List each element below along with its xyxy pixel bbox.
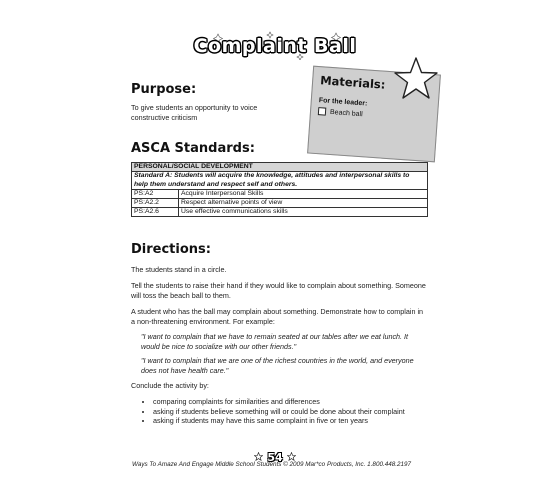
purpose-heading: Purpose: — [131, 82, 197, 97]
conclusion-list-wrap — [131, 397, 427, 426]
example-quote-2: "I want to complain that we are one of the richest countries in the world, and everyone does not have health care." — [141, 356, 414, 375]
materials-item — [318, 107, 363, 118]
list-item: • asking if students may have this same complaint in five or ten years — [153, 416, 427, 426]
conclusion-list — [131, 397, 427, 426]
table-header-cell: PERSONAL/SOCIAL DEVELOPMENT — [132, 163, 428, 172]
table-row — [132, 199, 428, 208]
directions-p2: Tell the students to raise their hand if they would like to complain about something. Someone will toss the beach ball to them. — [131, 281, 426, 300]
materials-for-leader: For the leader: — [318, 97, 368, 108]
standard-description: Acquire Interpersonal Skills — [179, 190, 428, 199]
asca-table-wrap — [131, 162, 428, 217]
example-quote-1: "I want to complain that we have to remain seated at our tables after we eat lunch. It would be nice to socialize with our other friends." — [141, 332, 409, 351]
star-icon — [393, 56, 439, 102]
checkbox-icon — [318, 107, 327, 116]
directions-p1: The students stand in a circle. — [131, 265, 227, 274]
list-item: • asking if students believe something will or could be done about their complaint — [153, 407, 427, 417]
table-row — [132, 172, 428, 190]
standard-code: PS:A2.2 — [132, 199, 179, 208]
standard-code: PS:A2 — [132, 190, 179, 199]
page-number: 54 — [267, 451, 283, 464]
list-item: • comparing complaints for similarities and differences — [153, 397, 427, 407]
standard-a-cell: Standard A: Students will acquire the knowledge, attitudes and interpersonal skills to help them understand and respect self and others. — [132, 172, 428, 190]
table-row — [132, 190, 428, 199]
directions-heading: Directions: — [131, 242, 211, 257]
purpose-text: To give students an opportunity to voice constructive criticism — [131, 103, 258, 122]
star-left-icon — [254, 452, 263, 461]
table-row — [132, 208, 428, 217]
star-right-icon — [287, 452, 296, 461]
standard-code: PS:A2.6 — [132, 208, 179, 217]
directions-p4: Conclude the activity by: — [131, 381, 209, 390]
materials-item-label: Beach ball — [329, 108, 363, 118]
table-row — [132, 163, 428, 172]
asca-standards-table — [131, 162, 428, 217]
page-title: Complaint Ball — [193, 35, 357, 57]
standard-description: Respect alternative points of view — [179, 199, 428, 208]
directions-p3: A student who has the ball may complain about something. Demonstrate how to complain in a non-threatening environment. For example: — [131, 307, 424, 326]
standard-description: Use effective communications skills — [179, 208, 428, 217]
materials-heading: Materials: — [319, 73, 386, 92]
asca-heading: ASCA Standards: — [131, 141, 255, 156]
page-footer: Ways To Amaze And Engage Middle School Students © 2009 Mar*co Products, Inc. 1.800.448.2197 — [132, 461, 411, 468]
